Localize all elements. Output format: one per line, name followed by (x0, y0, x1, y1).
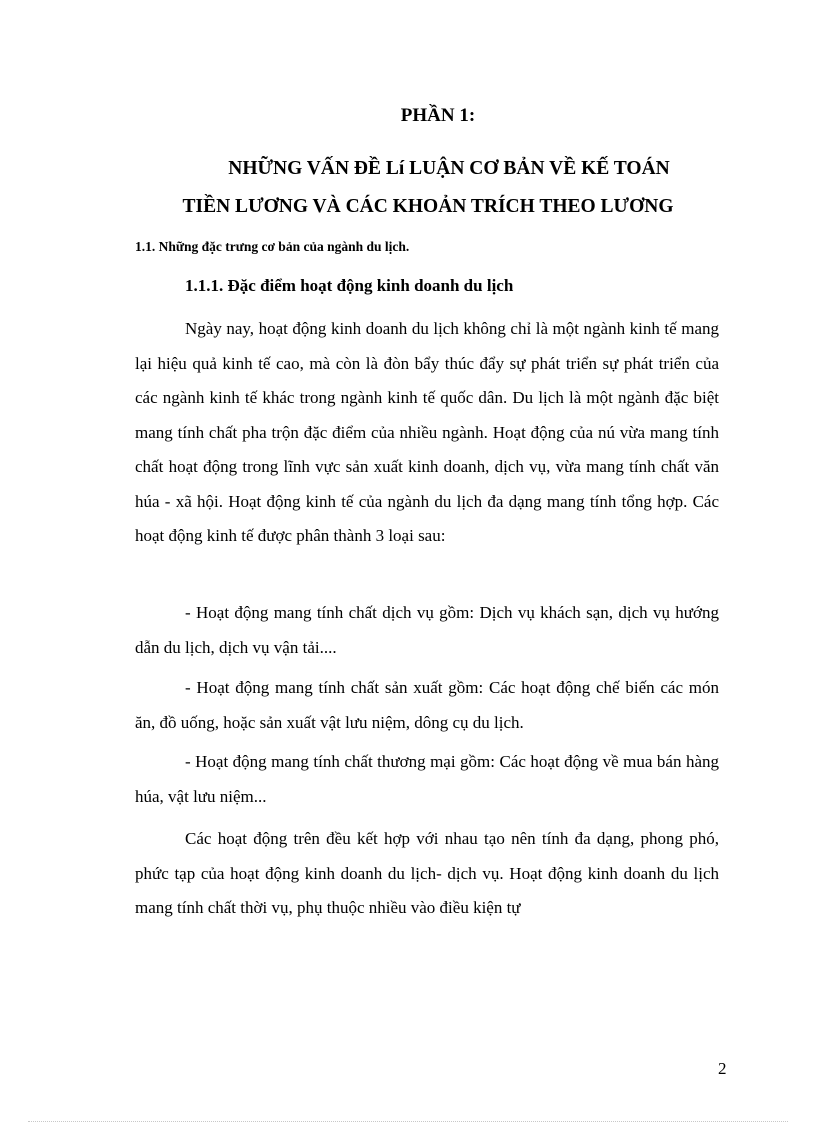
paragraph-service-activities: - Hoạt động mang tính chất dịch vụ gồm: Dịch vụ khách sạn, dịch vụ hướng dẫn du lịch, dịch vụ vận tải.... (135, 603, 719, 657)
subsection-heading: 1.1.1. Đặc điểm hoạt động kinh doanh du lịch (185, 276, 514, 295)
section-heading: 1.1. Những đặc trưng cơ bản của ngành du lịch. (135, 239, 410, 254)
part-title: PHẦN 1: (400, 105, 476, 126)
paragraph-conclusion: Các hoạt động trên đều kết hợp với nhau tạo nên tính đa dạng, phong phó, phức tạp của hoạt động kinh doanh du lịch- dịch vụ. Hoạt động kinh doanh du lịch mang tính chất thời vụ, phụ thuộc nhiều vào điều kiện tự (135, 829, 719, 917)
main-title-line-1: NHỮNG VẤN ĐỀ Lí LUẬN CƠ BẢN VỀ KẾ TOÁN (228, 158, 670, 179)
paragraph-trade-activities: - Hoạt động mang tính chất thương mại gồm: Các hoạt động về mua bán hàng húa, vật lưu niệm... (135, 752, 719, 806)
main-title (120, 150, 720, 226)
page-number: 2 (718, 1059, 727, 1078)
page-bottom-divider (28, 1121, 788, 1122)
paragraph-intro: Ngày nay, hoạt động kinh doanh du lịch không chỉ là một ngành kinh tế mang lại hiệu quả kinh tế cao, mà còn là đòn bẩy thúc đẩy sự phát triển sự phát triển của các ngành kinh tế khác trong ngành kinh tế quốc dân. Du lịch là một ngành đặc biệt mang tính chất pha trộn đặc điểm của nhiều ngành. Hoạt động của nú vừa mang tính chất hoạt động trong lĩnh vực sản xuất kinh doanh, dịch vụ, vừa mang tính chất văn húa - xã hội. Hoạt động kinh tế của ngành du lịch đa dạng mang tính tổng hợp. Các hoạt động kinh tế được phân thành 3 loại sau: (135, 319, 719, 545)
paragraph-production-activities: - Hoạt động mang tính chất sản xuất gồm: Các hoạt động chế biến các món ăn, đồ uống, hoặc sản xuất vật lưu niệm, dông cụ du lịch. (135, 678, 719, 732)
main-title-line-2: TIỀN LƯƠNG VÀ CÁC KHOẢN TRÍCH THEO LƯƠNG (182, 196, 674, 217)
